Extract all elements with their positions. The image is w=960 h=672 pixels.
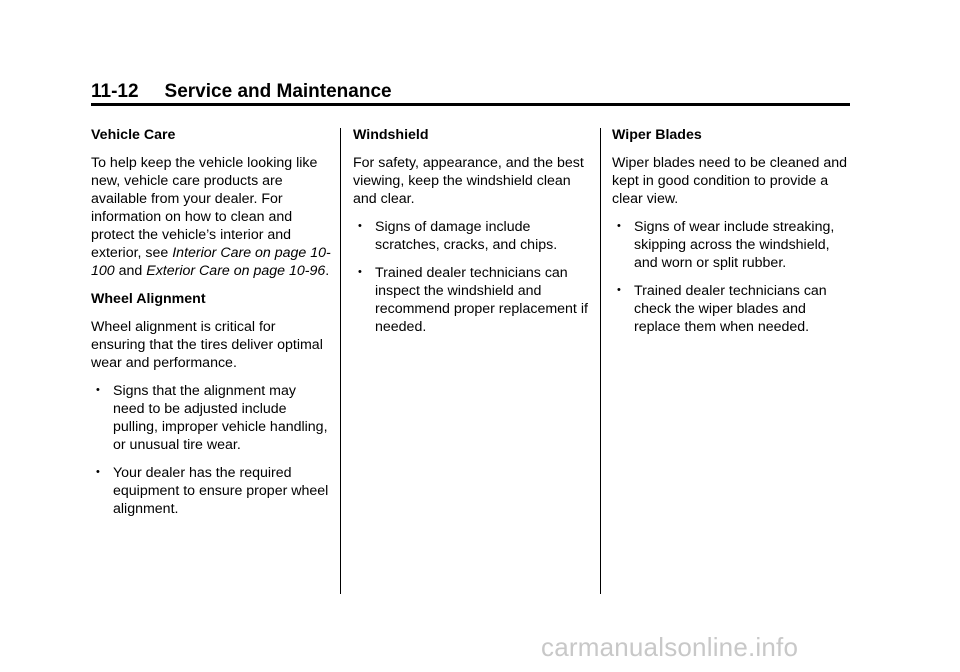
column-middle bbox=[353, 126, 593, 346]
bullet-icon: • bbox=[96, 466, 100, 478]
bullet-icon: • bbox=[358, 220, 362, 232]
column-left bbox=[91, 126, 331, 528]
column-right bbox=[612, 126, 852, 346]
list-item-text: Signs of wear include streaking, skipping across the windshield, and worn or split rubber. bbox=[634, 219, 835, 271]
watermark: carmanualsonline.info bbox=[541, 632, 799, 662]
list-item-text: Signs of damage include scratches, cracks, and chips. bbox=[375, 219, 558, 253]
header-rule bbox=[91, 103, 850, 106]
vehicle-care-text: . bbox=[325, 263, 330, 279]
wheel-alignment-heading: Wheel Alignment bbox=[91, 291, 206, 307]
windshield-list bbox=[353, 218, 593, 336]
exterior-care-link[interactable]: Exterior Care on page 10-96 bbox=[146, 263, 326, 279]
wiper-blades-list bbox=[612, 218, 852, 336]
wiper-blades-heading: Wiper Blades bbox=[612, 127, 702, 143]
interior-care-link[interactable]: Interior Care on page 10-100 bbox=[91, 245, 331, 279]
page-header bbox=[91, 80, 851, 104]
wiper-blades-paragraph: Wiper blades need to be cleaned and kept in good condition to provide a clear view. bbox=[612, 155, 848, 207]
list-item bbox=[91, 382, 331, 454]
list-item-text: Trained dealer technicians can inspect the windshield and recommend proper replacement if needed. bbox=[375, 265, 588, 335]
vehicle-care-text: To help keep the vehicle looking like new, vehicle care products are available from your dealer. For information on how to clean and protect the vehicle’s interior and exterior, see bbox=[91, 155, 318, 261]
vehicle-care-paragraph bbox=[91, 154, 331, 280]
page-number: 11-12 bbox=[91, 81, 139, 102]
bullet-icon: • bbox=[617, 284, 621, 296]
vehicle-care-text: and bbox=[114, 263, 147, 279]
vehicle-care-heading: Vehicle Care bbox=[91, 127, 176, 143]
wheel-alignment-paragraph: Wheel alignment is critical for ensuring that the tires deliver optimal wear and performance. bbox=[91, 319, 323, 371]
wheel-alignment-list bbox=[91, 382, 331, 518]
bullet-icon: • bbox=[96, 384, 100, 396]
column-divider bbox=[600, 128, 601, 594]
list-item bbox=[353, 218, 593, 254]
windshield-heading: Windshield bbox=[353, 127, 429, 143]
list-item-text: Trained dealer technicians can check the wiper blades and replace them when needed. bbox=[634, 283, 827, 335]
list-item-text: Your dealer has the required equipment to ensure proper wheel alignment. bbox=[113, 465, 329, 517]
bullet-icon: • bbox=[617, 220, 621, 232]
column-divider bbox=[340, 128, 341, 594]
list-item bbox=[612, 218, 852, 272]
list-item bbox=[91, 464, 331, 518]
bullet-icon: • bbox=[358, 266, 362, 278]
list-item bbox=[612, 282, 852, 336]
list-item bbox=[353, 264, 593, 336]
windshield-paragraph: For safety, appearance, and the best viewing, keep the windshield clean and clear. bbox=[353, 155, 584, 207]
section-title: Service and Maintenance bbox=[164, 81, 392, 102]
list-item-text: Signs that the alignment may need to be adjusted include pulling, improper vehicle handling, or unusual tire wear. bbox=[113, 383, 328, 453]
